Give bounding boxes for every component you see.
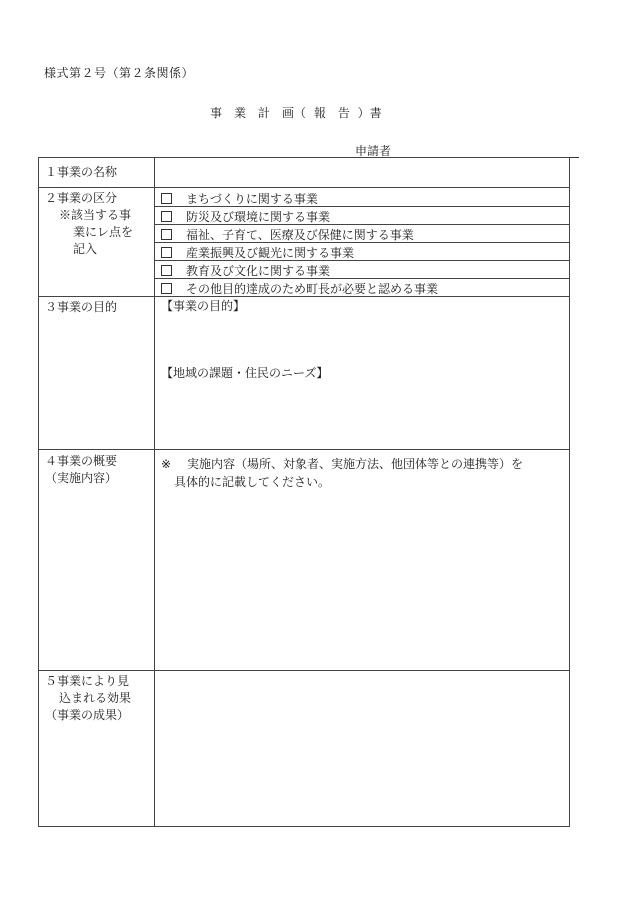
- purpose-heading: 【事業の目的】: [161, 299, 246, 313]
- category-option-bousai[interactable]: [161, 208, 330, 225]
- community-needs-heading: 【地域の課題・住民のニーズ】: [161, 366, 329, 380]
- project-name-field[interactable]: [161, 158, 563, 187]
- category-label-line1: ２事業の区分: [45, 191, 118, 205]
- project-category-label: [45, 190, 151, 258]
- note-mark: ※: [161, 457, 172, 471]
- effect-label-line3: （事業の成果）: [45, 708, 130, 722]
- document-title: 事 業 計 画（ 報 告 ）書: [210, 106, 382, 120]
- project-purpose-label: ３事業の目的: [45, 300, 118, 314]
- category-option-label: まちづくりに関する事業: [186, 192, 318, 206]
- category-label-line4: 記入: [73, 242, 98, 256]
- category-option-kyouiku[interactable]: [161, 262, 330, 279]
- category-option-label: その他目的達成のため町長が必要と認める事業: [186, 282, 439, 296]
- option-divider: [154, 206, 569, 207]
- category-option-fukushi[interactable]: [161, 226, 414, 243]
- category-option-label: 防災及び環境に関する事業: [186, 210, 331, 224]
- option-divider: [154, 260, 569, 261]
- category-option-label: 教育及び文化に関する事業: [186, 264, 331, 278]
- category-option-sangyou[interactable]: [161, 244, 354, 261]
- option-divider: [154, 278, 569, 279]
- category-label-line2: ※該当する事: [59, 208, 132, 222]
- overview-note-line1: 実施内容（場所、対象者、実施方法、他団体等との連携等）を: [187, 457, 524, 471]
- applicant-field[interactable]: [355, 143, 579, 158]
- plan-table: [38, 157, 570, 827]
- effect-label-line2: 込まれる効果: [59, 691, 132, 705]
- column-divider: [154, 158, 155, 826]
- row-divider: [39, 449, 569, 450]
- checkbox-icon[interactable]: [161, 265, 172, 276]
- category-option-label: 福祉、子育て、医療及び保健に関する事業: [186, 228, 414, 242]
- form-number: 様式第２号（第２条関係）: [44, 66, 195, 80]
- effect-label-line1: ５事業により見: [45, 674, 130, 688]
- applicant-label: 申請者: [355, 144, 392, 158]
- category-option-machizukuri[interactable]: [161, 190, 318, 207]
- checkbox-icon[interactable]: [161, 229, 172, 240]
- category-option-label: 産業振興及び観光に関する事業: [186, 246, 355, 260]
- option-divider: [154, 224, 569, 225]
- checkbox-icon[interactable]: [161, 247, 172, 258]
- project-name-label: １事業の名称: [45, 165, 118, 179]
- category-label-line3: 業にレ点を: [73, 225, 134, 239]
- checkbox-icon[interactable]: [161, 193, 172, 204]
- option-divider: [154, 242, 569, 243]
- category-option-sonota[interactable]: [161, 280, 438, 297]
- overview-label-line2: （実施内容）: [45, 471, 118, 485]
- project-overview-label: [45, 453, 151, 487]
- checkbox-icon[interactable]: [161, 283, 172, 294]
- overview-instructions: [161, 455, 565, 491]
- effect-field[interactable]: [161, 671, 563, 826]
- row-divider: [39, 187, 569, 188]
- overview-note-line2: 具体的に記載してください。: [174, 475, 331, 489]
- overview-label-line1: ４事業の概要: [45, 454, 118, 468]
- project-effect-label: [45, 673, 151, 724]
- checkbox-icon[interactable]: [161, 211, 172, 222]
